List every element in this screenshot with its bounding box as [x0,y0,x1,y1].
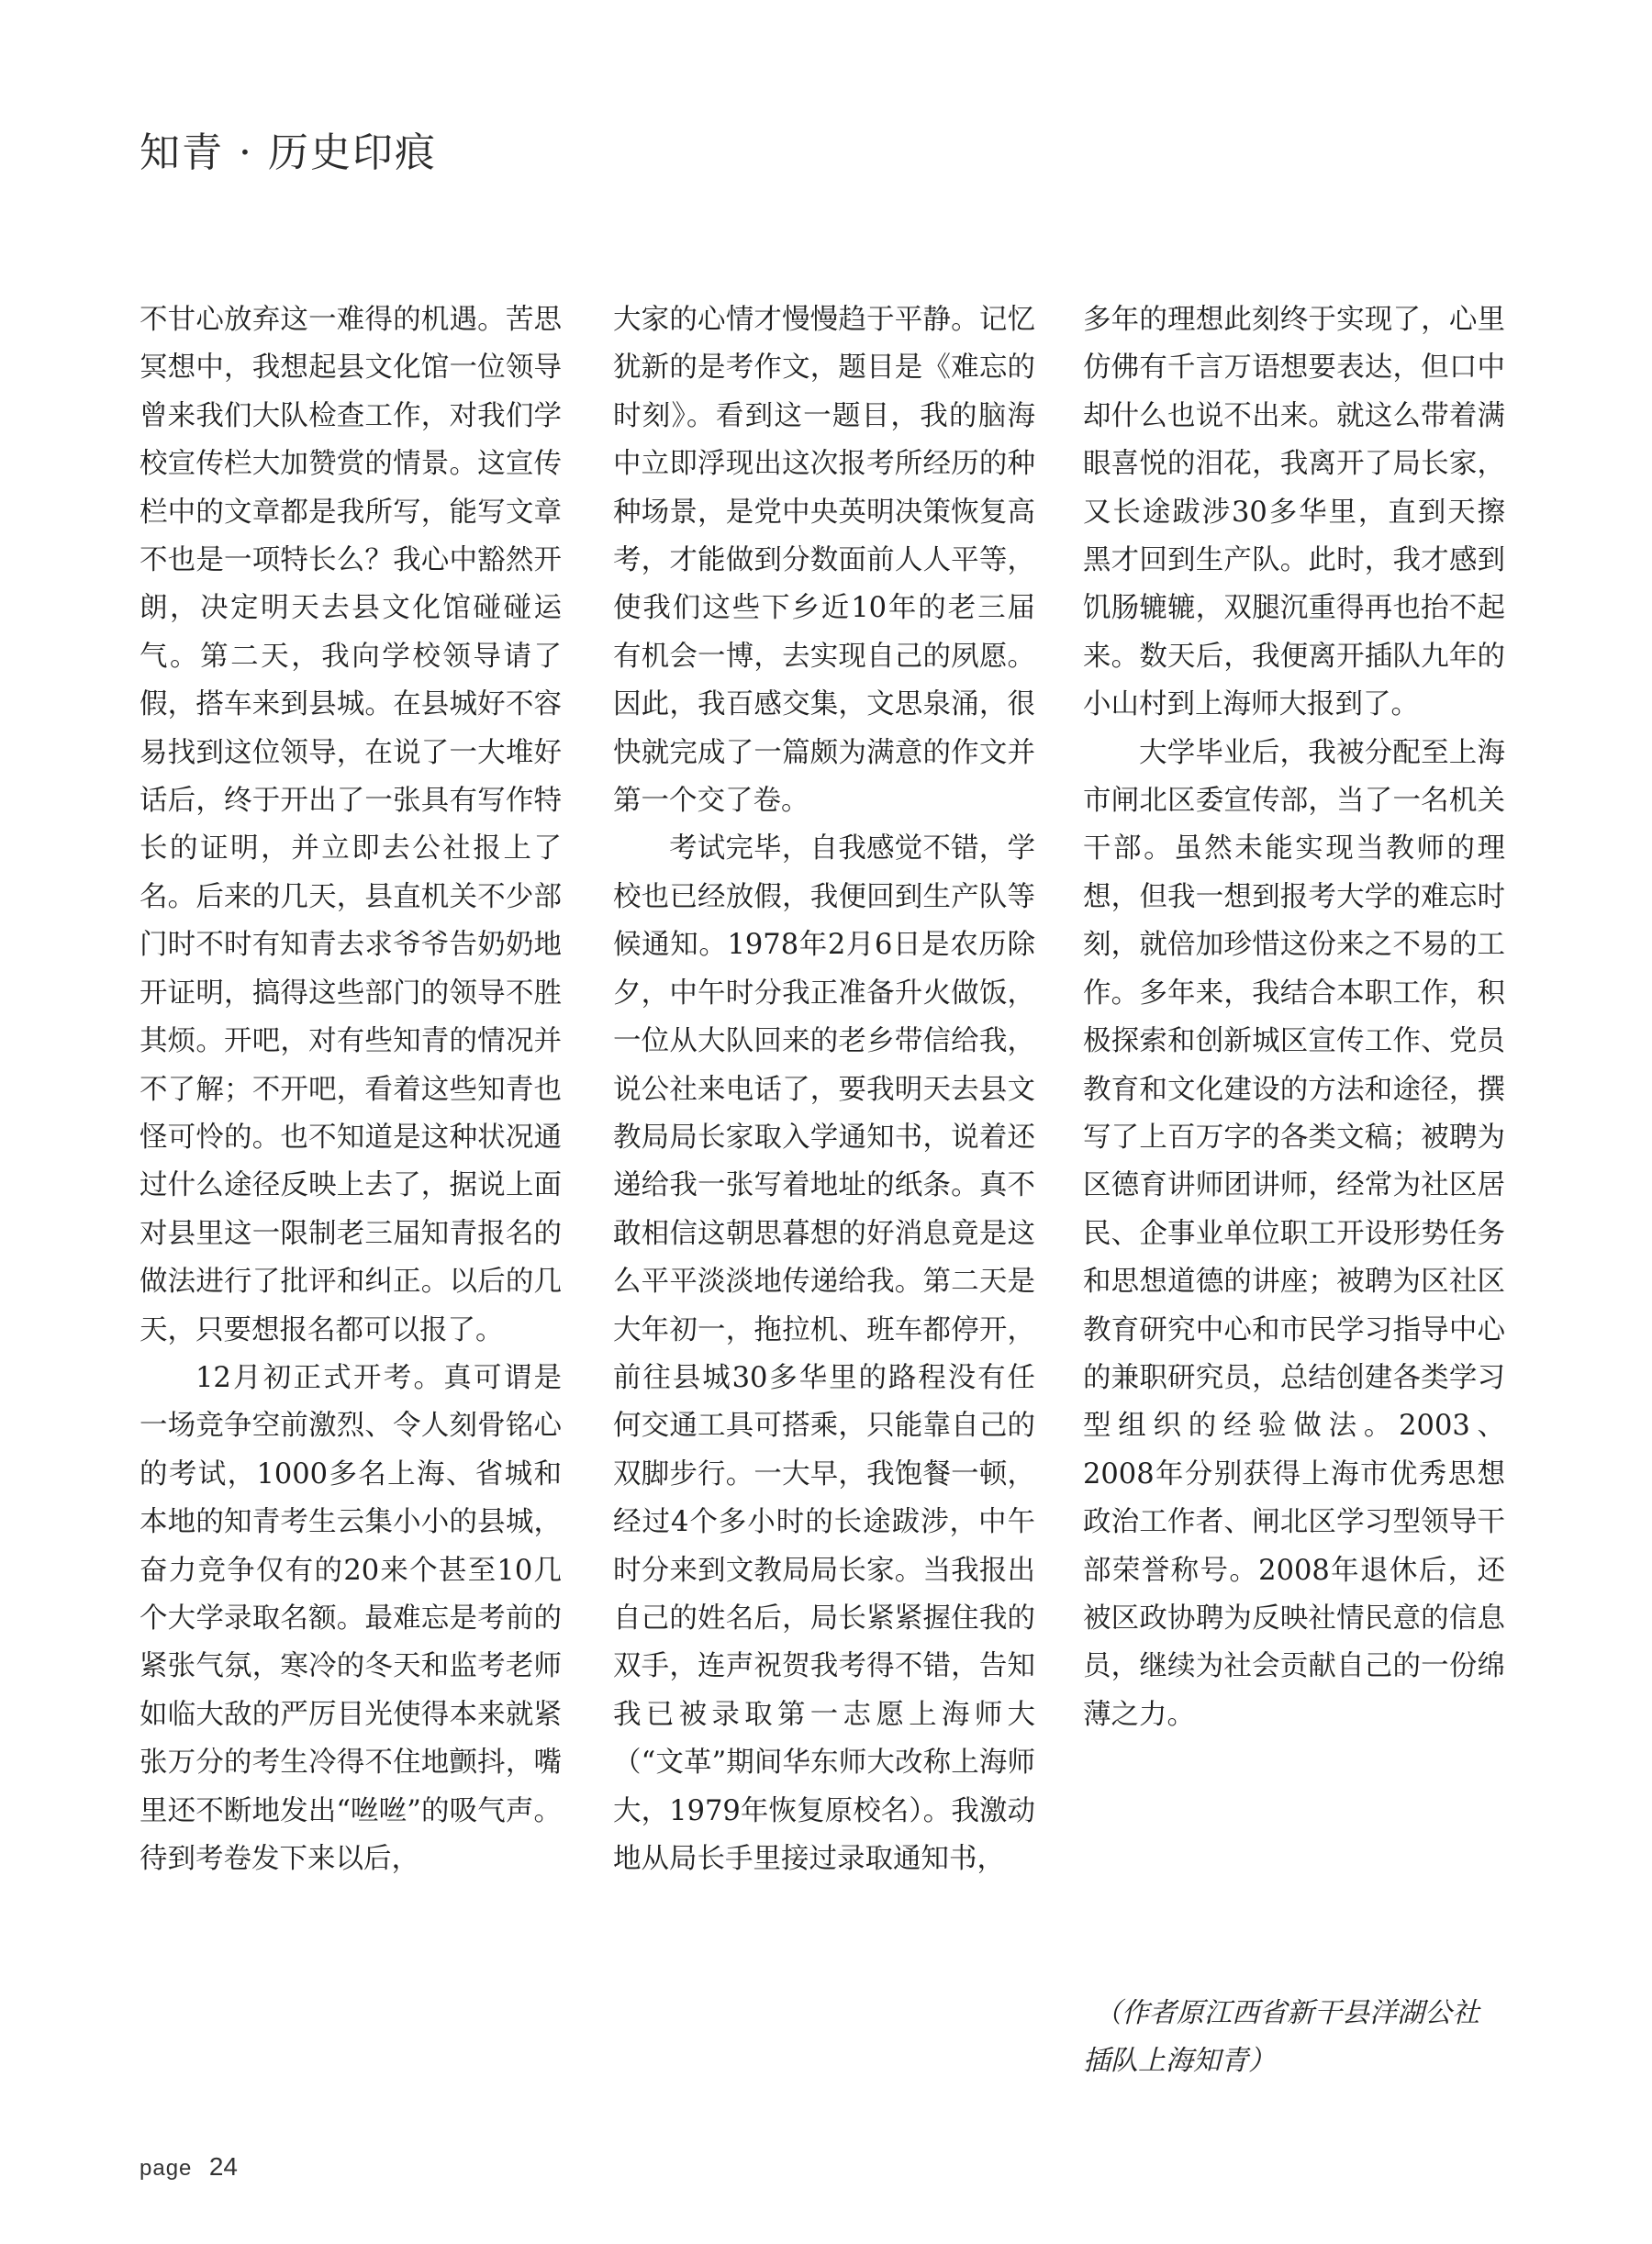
paragraph: 考试完毕，自我感觉不错，学校也已经放假，我便回到生产队等候通知。1978年2月6日是农历除夕，中午时分我正准备升火做饭，一位从大队回来的老乡带信给我，说公社来电话了，要我明天去县文教局局长家取入学通知书，说着还递给我一张写着地址的纸条。真不敢相信这朝思暮想的好消息竟是这么平平淡淡地传递给我。第二天是大年初一，拖拉机、班车都停开，前往县城30多华里的路程没有任何交通工具可搭乘，只能靠自己的双脚步行。一大早，我饱餐一顿，经过4个多小时的长途跋涉，中午时分来到文教局局长家。当我报出自己的姓名后，局长紧紧握住我的双手，连声祝贺我考得不错，告知我已被录取第一志愿上海师大（“文革”期间华东师大改称上海师大，1979年恢复原校名）。我激动地从局长手里接过录取通知书， [613,832,1035,1875]
author-note: （作者原江西省新干县洋湖公社插队上海知青） [1083,1997,1479,2077]
page-number: 24 [208,2152,238,2181]
paragraph: 12月初正式开考。真可谓是一场竞争空前激烈、令人刻骨铭心的考试，1000多名上海、省城和本地的知青考生云集小小的县城，奋力竞争仅有的20来个甚至10几个大学录取名额。最难忘是考前的紧张气氛，寒冷的冬天和监考老师如临大敌的严厉目光使得本来就紧张万分的考生冷得不住地颤抖，嘴里还不断地发出“咝咝”的吸气声。待到考卷发下来以后， [140,1361,562,1875]
page-label: page [140,2156,193,2181]
paragraph: 不甘心放弃这一难得的机遇。苦思冥想中，我想起县文化馆一位领导曾来我们大队检查工作，对我们学校宣传栏大加赞赏的情景。这宣传栏中的文章都是我所写，能写文章不也是一项特长么？我心中豁然开朗，决定明天去县文化馆碰碰运气。第二天，我向学校领导请了假，搭车来到县城。在县城好不容易找到这位领导，在说了一大堆好话后，终于开出了一张具有写作特长的证明，并立即去公社报上了名。后来的几天，县直机关不少部门时不时有知青去求爷爷告奶奶地开证明，搞得这些部门的领导不胜其烦。开吧，对有些知青的情况并不了解；不开吧，看着这些知青也怪可怜的。也不知道是这种状况通过什么途径反映上去了，据说上面对县里这一限制老三届知青报名的做法进行了批评和纠正。以后的几天，只要想报名都可以报了。 [140,304,562,1346]
page-footer [140,2152,238,2182]
article-column-3 [1083,296,1505,1739]
section-header: 知青 · 历史印痕 [140,129,437,176]
article-column-1 [140,296,562,1883]
paragraph: 大家的心情才慢慢趋于平静。记忆犹新的是考作文，题目是《难忘的时刻》。看到这一题目，我的脑海中立即浮现出这次报考所经历的种种场景，是党中央英明决策恢复高考，才能做到分数面前人人平等，使我们这些下乡近10年的老三届有机会一博，去实现自己的夙愿。因此，我百感交集，文思泉涌，很快就完成了一篇颇为满意的作文并第一个交了卷。 [613,304,1035,818]
paragraph: 大学毕业后，我被分配至上海市闸北区委宣传部，当了一名机关干部。虽然未能实现当教师的理想，但我一想到报考大学的难忘时刻，就倍加珍惜这份来之不易的工作。多年来，我结合本职工作，积极探索和创新城区宣传工作、党员教育和文化建设的方法和途径，撰写了上百万字的各类文稿；被聘为区德育讲师团讲师，经常为社区居民、企事业单位职工开设形势任务和思想道德的讲座；被聘为区社区教育研究中心和市民学习指导中心的兼职研究员，总结创建各类学习型组织的经验做法。2003、2008年分别获得上海市优秀思想政治工作者、闸北区学习型领导干部荣誉称号。2008年退休后，还被区政协聘为反映社情民意的信息员，继续为社会贡献自己的一份绵薄之力。 [1083,736,1505,1731]
paragraph: 多年的理想此刻终于实现了，心里仿佛有千言万语想要表达，但口中却什么也说不出来。就这么带着满眼喜悦的泪花，我离开了局长家，又长途跋涉30多华里，直到天擦黑才回到生产队。此时，我才感到饥肠辘辘，双腿沉重得再也抬不起来。数天后，我便离开插队九年的小山村到上海师大报到了。 [1083,304,1505,721]
article-column-2 [613,296,1035,1883]
